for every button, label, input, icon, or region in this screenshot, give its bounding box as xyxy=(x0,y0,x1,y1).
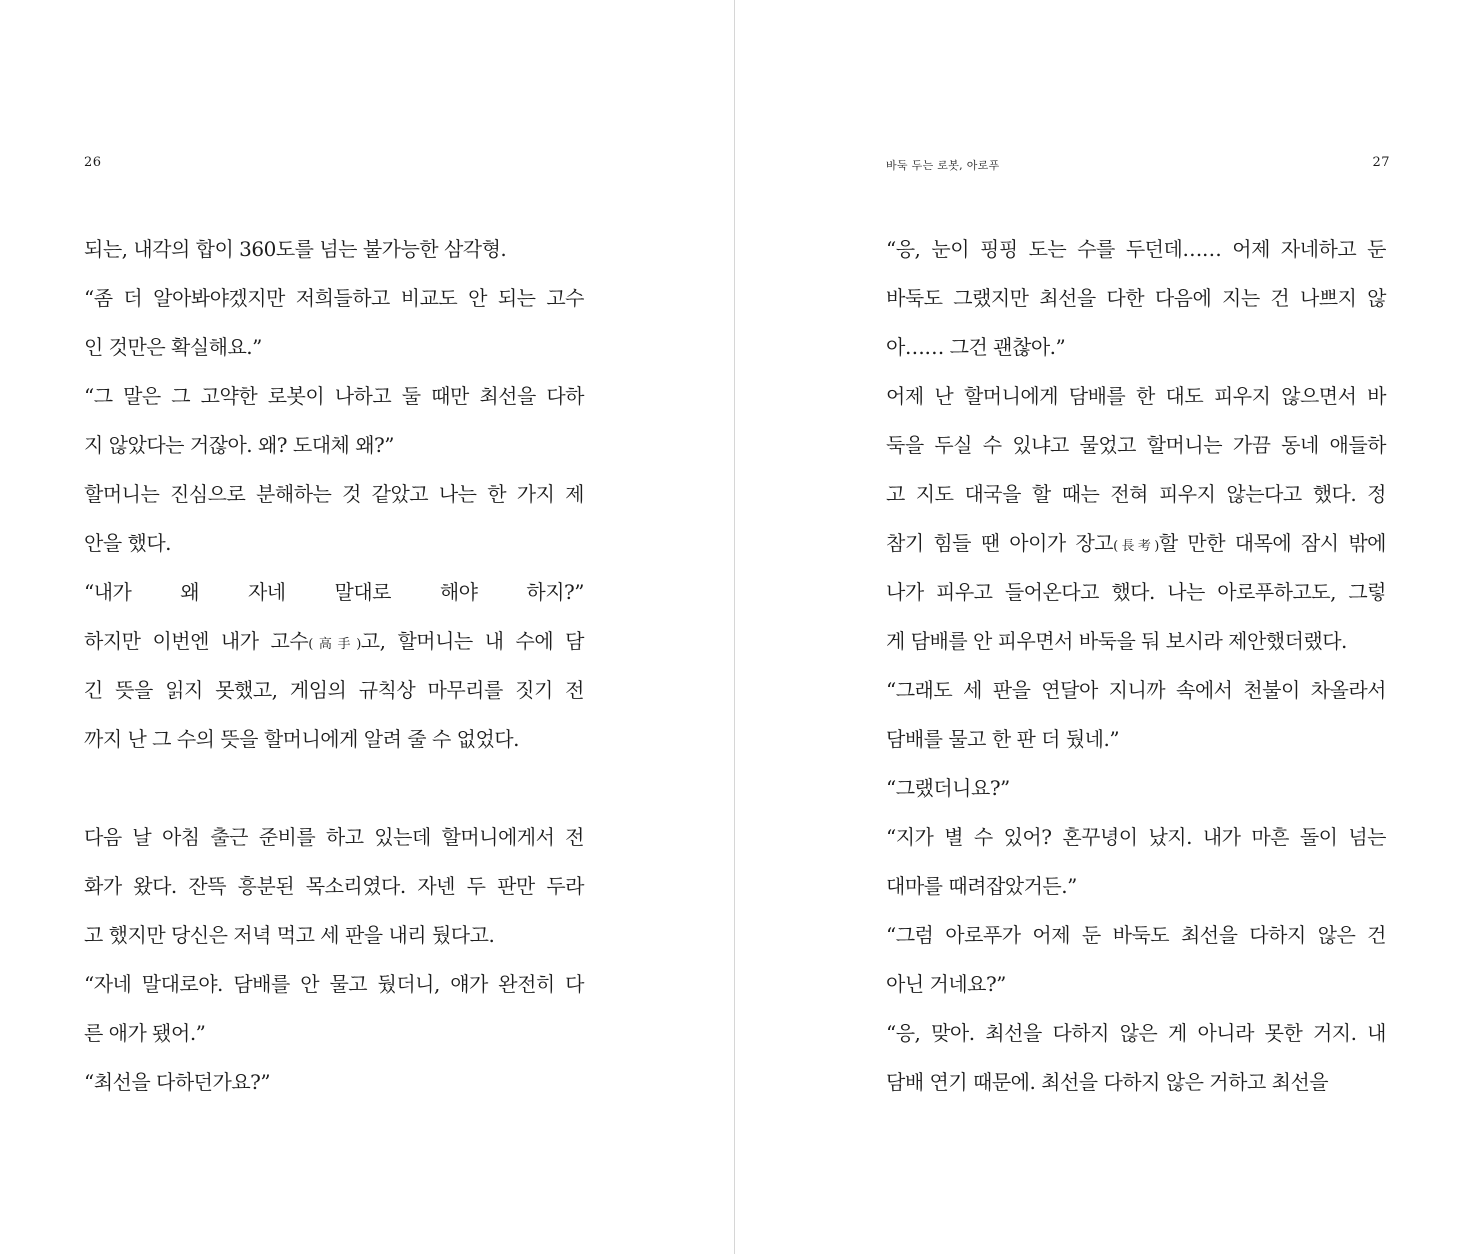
text-line: 고 했지만 당신은 저녁 먹고 세 판을 내리 뒀다고. xyxy=(84,923,495,947)
text-line: 고 지도 대국을 할 때는 전혀 피우지 않는다고 했다. 정 xyxy=(886,482,1386,506)
text-line: 지 않았다는 거잖아. 왜? 도대체 왜?” xyxy=(84,433,394,457)
hanja-annotation: (高手) xyxy=(308,637,361,652)
text-line: 아…… 그건 괜찮아.” xyxy=(886,335,1066,359)
text-line: 다음 날 아침 출근 준비를 하고 있는데 할머니에게서 전 xyxy=(84,825,584,849)
right-page xyxy=(736,0,1474,1254)
text-line: “응, 눈이 핑핑 도는 수를 두던데…… 어제 자네하고 둔 xyxy=(886,237,1386,261)
hanja-annotation: (長考) xyxy=(1113,539,1159,554)
text-line: “자네 말대로야. 담배를 안 물고 뒀더니, 얘가 완전히 다 xyxy=(84,972,584,996)
text-line: “좀 더 알아봐야겠지만 저희들하고 비교도 안 되는 고수 xyxy=(84,286,584,310)
text-line: 까지 난 그 수의 뜻을 할머니에게 알려 줄 수 없었다. xyxy=(84,727,519,751)
text-line: 어제 난 할머니에게 담배를 한 대도 피우지 않으면서 바 xyxy=(886,384,1386,408)
text-line: 참기 힘들 땐 아이가 장고(長考)할 만한 대목에 잠시 밖에 xyxy=(886,531,1386,555)
text-line: 른 애가 됐어.” xyxy=(84,1021,206,1045)
text-line: 할머니는 진심으로 분해하는 것 같았고 나는 한 가지 제 xyxy=(84,482,584,506)
text-line: “최선을 다하던가요?” xyxy=(84,1070,271,1094)
text-line: 하지만 이번엔 내가 고수(高手)고, 할머니는 내 수에 담 xyxy=(84,629,584,653)
text-line: 안을 했다. xyxy=(84,531,171,555)
text-line: 게 담배를 안 피우면서 바둑을 둬 보시라 제안했더랬다. xyxy=(886,629,1347,653)
text-line: “그랬더니요?” xyxy=(886,776,1010,800)
running-head: 바둑 두는 로봇, 아로푸 xyxy=(886,159,1000,172)
text-line: “지가 별 수 있어? 혼꾸녕이 났지. 내가 마흔 돌이 넘는 xyxy=(886,825,1386,849)
text-line: “응, 맞아. 최선을 다하지 않은 게 아니라 못한 거지. 내 xyxy=(886,1021,1386,1045)
text-line: 화가 왔다. 잔뜩 흥분된 목소리였다. 자넨 두 판만 두라 xyxy=(84,874,584,898)
text-line: 둑을 두실 수 있냐고 물었고 할머니는 가끔 동네 애들하 xyxy=(886,433,1386,457)
text-line: 인 것만은 확실해요.” xyxy=(84,335,262,359)
page-number: 27 xyxy=(1372,155,1390,170)
text-line: 되는, 내각의 합이 360도를 넘는 불가능한 삼각형. xyxy=(84,237,507,261)
body-text xyxy=(886,231,1386,1113)
text-line: 아닌 거네요?” xyxy=(886,972,1006,996)
text-line: 나가 피우고 들어온다고 했다. 나는 아로푸하고도, 그렇 xyxy=(886,580,1386,604)
text-line: “그래도 세 판을 연달아 지니까 속에서 천불이 차올라서 xyxy=(886,678,1386,702)
text-line: 담배 연기 때문에. 최선을 다하지 않은 거하고 최선을 xyxy=(886,1070,1329,1094)
page-number: 26 xyxy=(84,155,102,170)
text-line: “내가 왜 자네 말대로 해야 하지?” xyxy=(84,580,584,604)
body-text xyxy=(84,231,584,1113)
text-line: “그 말은 그 고약한 로봇이 나하고 둘 때만 최선을 다하 xyxy=(84,384,584,408)
text-line: 담배를 물고 한 판 더 뒀네.” xyxy=(886,727,1120,751)
text-line: 대마를 때려잡았거든.” xyxy=(886,874,1077,898)
book-spine xyxy=(734,0,735,1254)
text-line: “그럼 아로푸가 어제 둔 바둑도 최선을 다하지 않은 건 xyxy=(886,923,1386,947)
left-page xyxy=(0,0,735,1254)
text-line: 바둑도 그랬지만 최선을 다한 다음에 지는 건 나쁘지 않 xyxy=(886,286,1386,310)
text-line: 긴 뜻을 읽지 못했고, 게임의 규칙상 마무리를 짓기 전 xyxy=(84,678,584,702)
text-line xyxy=(84,770,584,819)
